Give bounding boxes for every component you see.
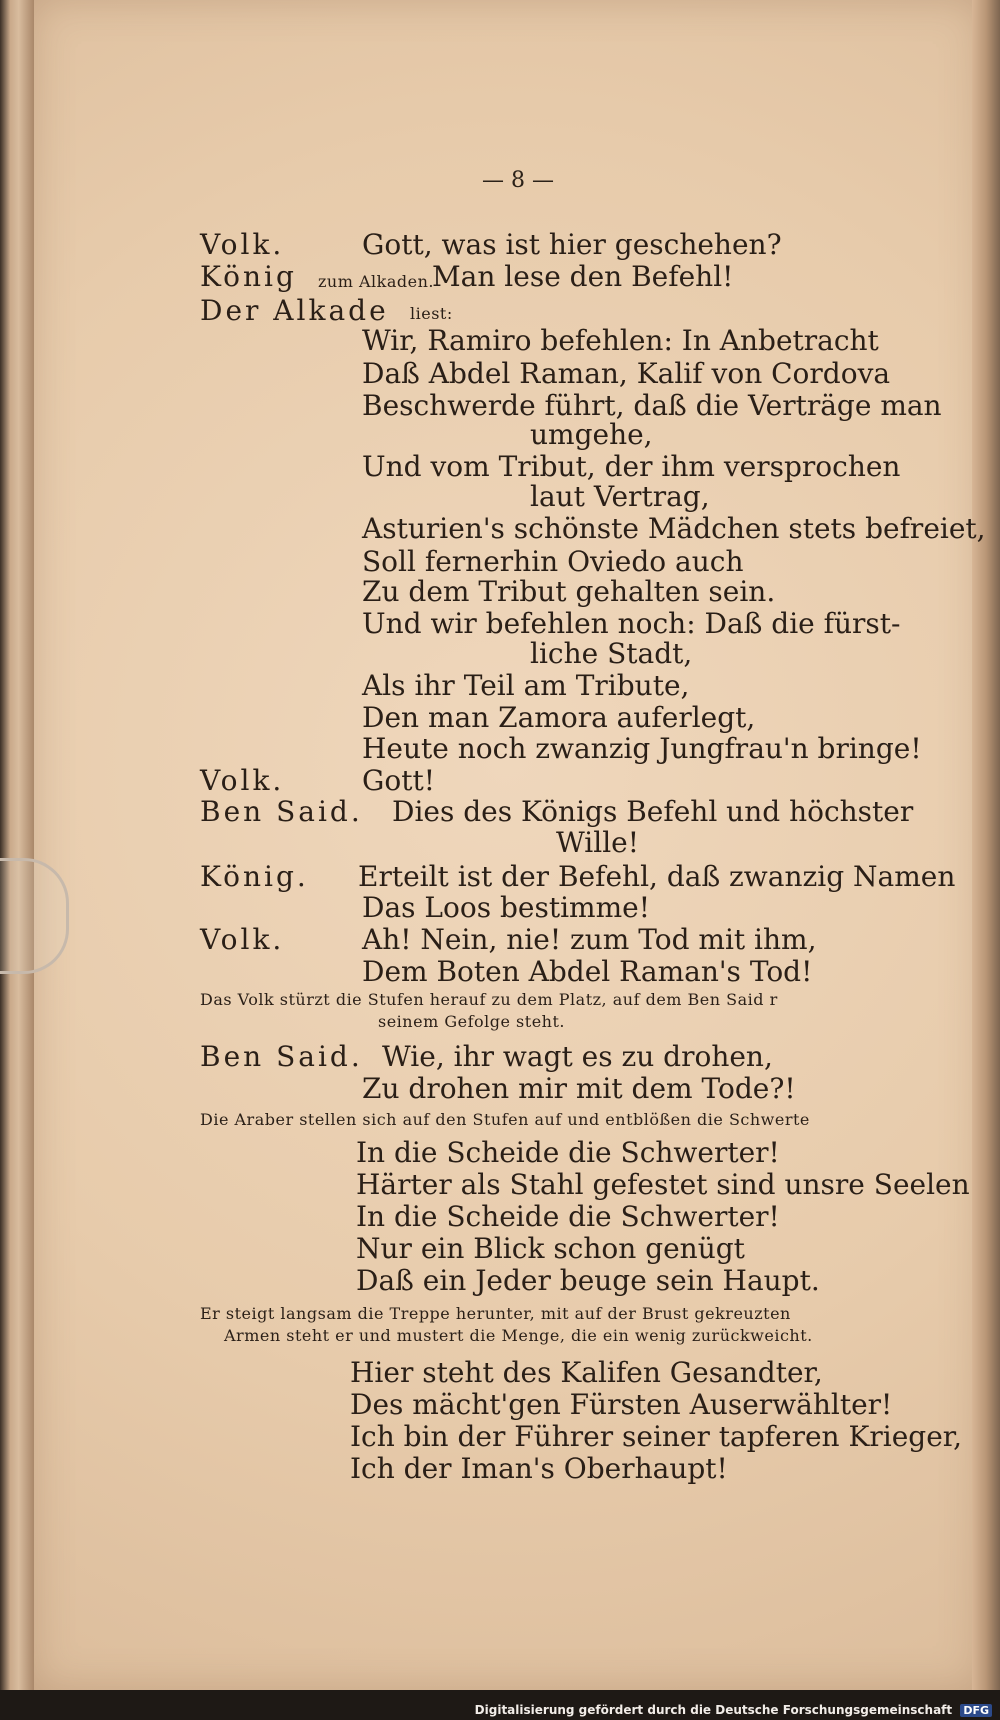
dialogue-line: Zu drohen mir mit dem Tode?! bbox=[362, 1072, 796, 1105]
dialogue-line: Ich bin der Führer seiner tapferen Krieger, bbox=[350, 1420, 963, 1453]
dialogue-line: Wir, Ramiro befehlen: In Anbetracht bbox=[362, 324, 879, 357]
dialogue-line: Nur ein Blick schon genügt bbox=[356, 1232, 745, 1265]
stage-direction: seinem Gefolge steht. bbox=[378, 1012, 565, 1031]
stage-direction: Das Volk stürzt die Stufen herauf zu dem Platz, auf dem Ben Said r bbox=[200, 990, 778, 1009]
footer-text: Digitalisierung gefördert durch die Deutsche Forschungsgemeinschaft bbox=[474, 1703, 953, 1717]
dialogue-line: In die Scheide die Schwerter! bbox=[356, 1200, 780, 1233]
speaker-label: Ben Said. bbox=[200, 795, 363, 828]
dialogue-line: Den man Zamora auferlegt, bbox=[362, 701, 756, 734]
speaker-label: König. bbox=[200, 860, 309, 893]
dialogue-line: Dies des Königs Befehl und höchster bbox=[392, 795, 914, 828]
digitization-footer bbox=[475, 1703, 992, 1717]
stage-direction: Er steigt langsam die Treppe herunter, mit auf der Brust gekreuzten bbox=[200, 1304, 791, 1323]
speaker-label: Volk. bbox=[200, 923, 285, 956]
dialogue-line: Asturien's schönste Mädchen stets befreiet, bbox=[362, 512, 986, 545]
dialogue-line: Hier steht des Kalifen Gesandter, bbox=[350, 1356, 823, 1389]
dialogue-line: Dem Boten Abdel Raman's Tod! bbox=[362, 955, 813, 988]
page-number: — 8 — bbox=[482, 168, 554, 193]
dialogue-line: Zu dem Tribut gehalten sein. bbox=[362, 575, 776, 608]
speaker-label: Der Alkade bbox=[200, 294, 389, 327]
speaker-label: Volk. bbox=[200, 764, 285, 797]
dialogue-line: Ich der Iman's Oberhaupt! bbox=[350, 1452, 728, 1485]
dialogue-line: umgehe, bbox=[530, 418, 653, 451]
dialogue-line: Gott, was ist hier geschehen? bbox=[362, 228, 782, 261]
dialogue-line: Daß ein Jeder beuge sein Haupt. bbox=[356, 1264, 820, 1297]
dialogue-line: Des mächt'gen Fürsten Auserwählter! bbox=[350, 1388, 893, 1421]
dialogue-line: Daß Abdel Raman, Kalif von Cordova bbox=[362, 357, 891, 390]
dialogue-line: Beschwerde führt, daß die Verträge man bbox=[362, 389, 942, 422]
stage-direction: Armen steht er und mustert die Menge, die ein wenig zurückweicht. bbox=[224, 1326, 813, 1345]
dialogue-line: Ah! Nein, nie! zum Tod mit ihm, bbox=[362, 923, 817, 956]
dialogue-line: In die Scheide die Schwerter! bbox=[356, 1136, 780, 1169]
dialogue-line: Gott! bbox=[362, 764, 435, 797]
dialogue-line: Das Loos bestimme! bbox=[362, 891, 650, 924]
dialogue-line: Erteilt ist der Befehl, daß zwanzig Namen bbox=[358, 860, 956, 893]
dialogue-line: Als ihr Teil am Tribute, bbox=[362, 669, 690, 702]
dialogue-line: Wille! bbox=[556, 826, 639, 859]
speaker-label: Volk. bbox=[200, 228, 285, 261]
dialogue-line: Wie, ihr wagt es zu drohen, bbox=[382, 1040, 773, 1073]
dfg-logo: DFG bbox=[960, 1704, 992, 1717]
dialogue-line: laut Vertrag, bbox=[530, 480, 710, 513]
dialogue-line: liche Stadt, bbox=[530, 637, 693, 670]
stage-direction: zum Alkaden. bbox=[318, 272, 434, 291]
dialogue-line: Und wir befehlen noch: Daß die fürst- bbox=[362, 607, 901, 640]
dialogue-line: Härter als Stahl gefestet sind unsre Seelen bbox=[356, 1168, 970, 1201]
speaker-label: König bbox=[200, 260, 297, 293]
stage-direction: liest: bbox=[410, 304, 453, 323]
dialogue-line: Man lese den Befehl! bbox=[432, 260, 734, 293]
speaker-label: Ben Said. bbox=[200, 1040, 363, 1073]
dialogue-line: Und vom Tribut, der ihm versprochen bbox=[362, 450, 901, 483]
stage-direction: Die Araber stellen sich auf den Stufen auf und entblößen die Schwerte bbox=[200, 1110, 810, 1129]
dialogue-line: Heute noch zwanzig Jungfrau'n bringe! bbox=[362, 732, 922, 765]
dialogue-line: Soll fernerhin Oviedo auch bbox=[362, 545, 744, 578]
